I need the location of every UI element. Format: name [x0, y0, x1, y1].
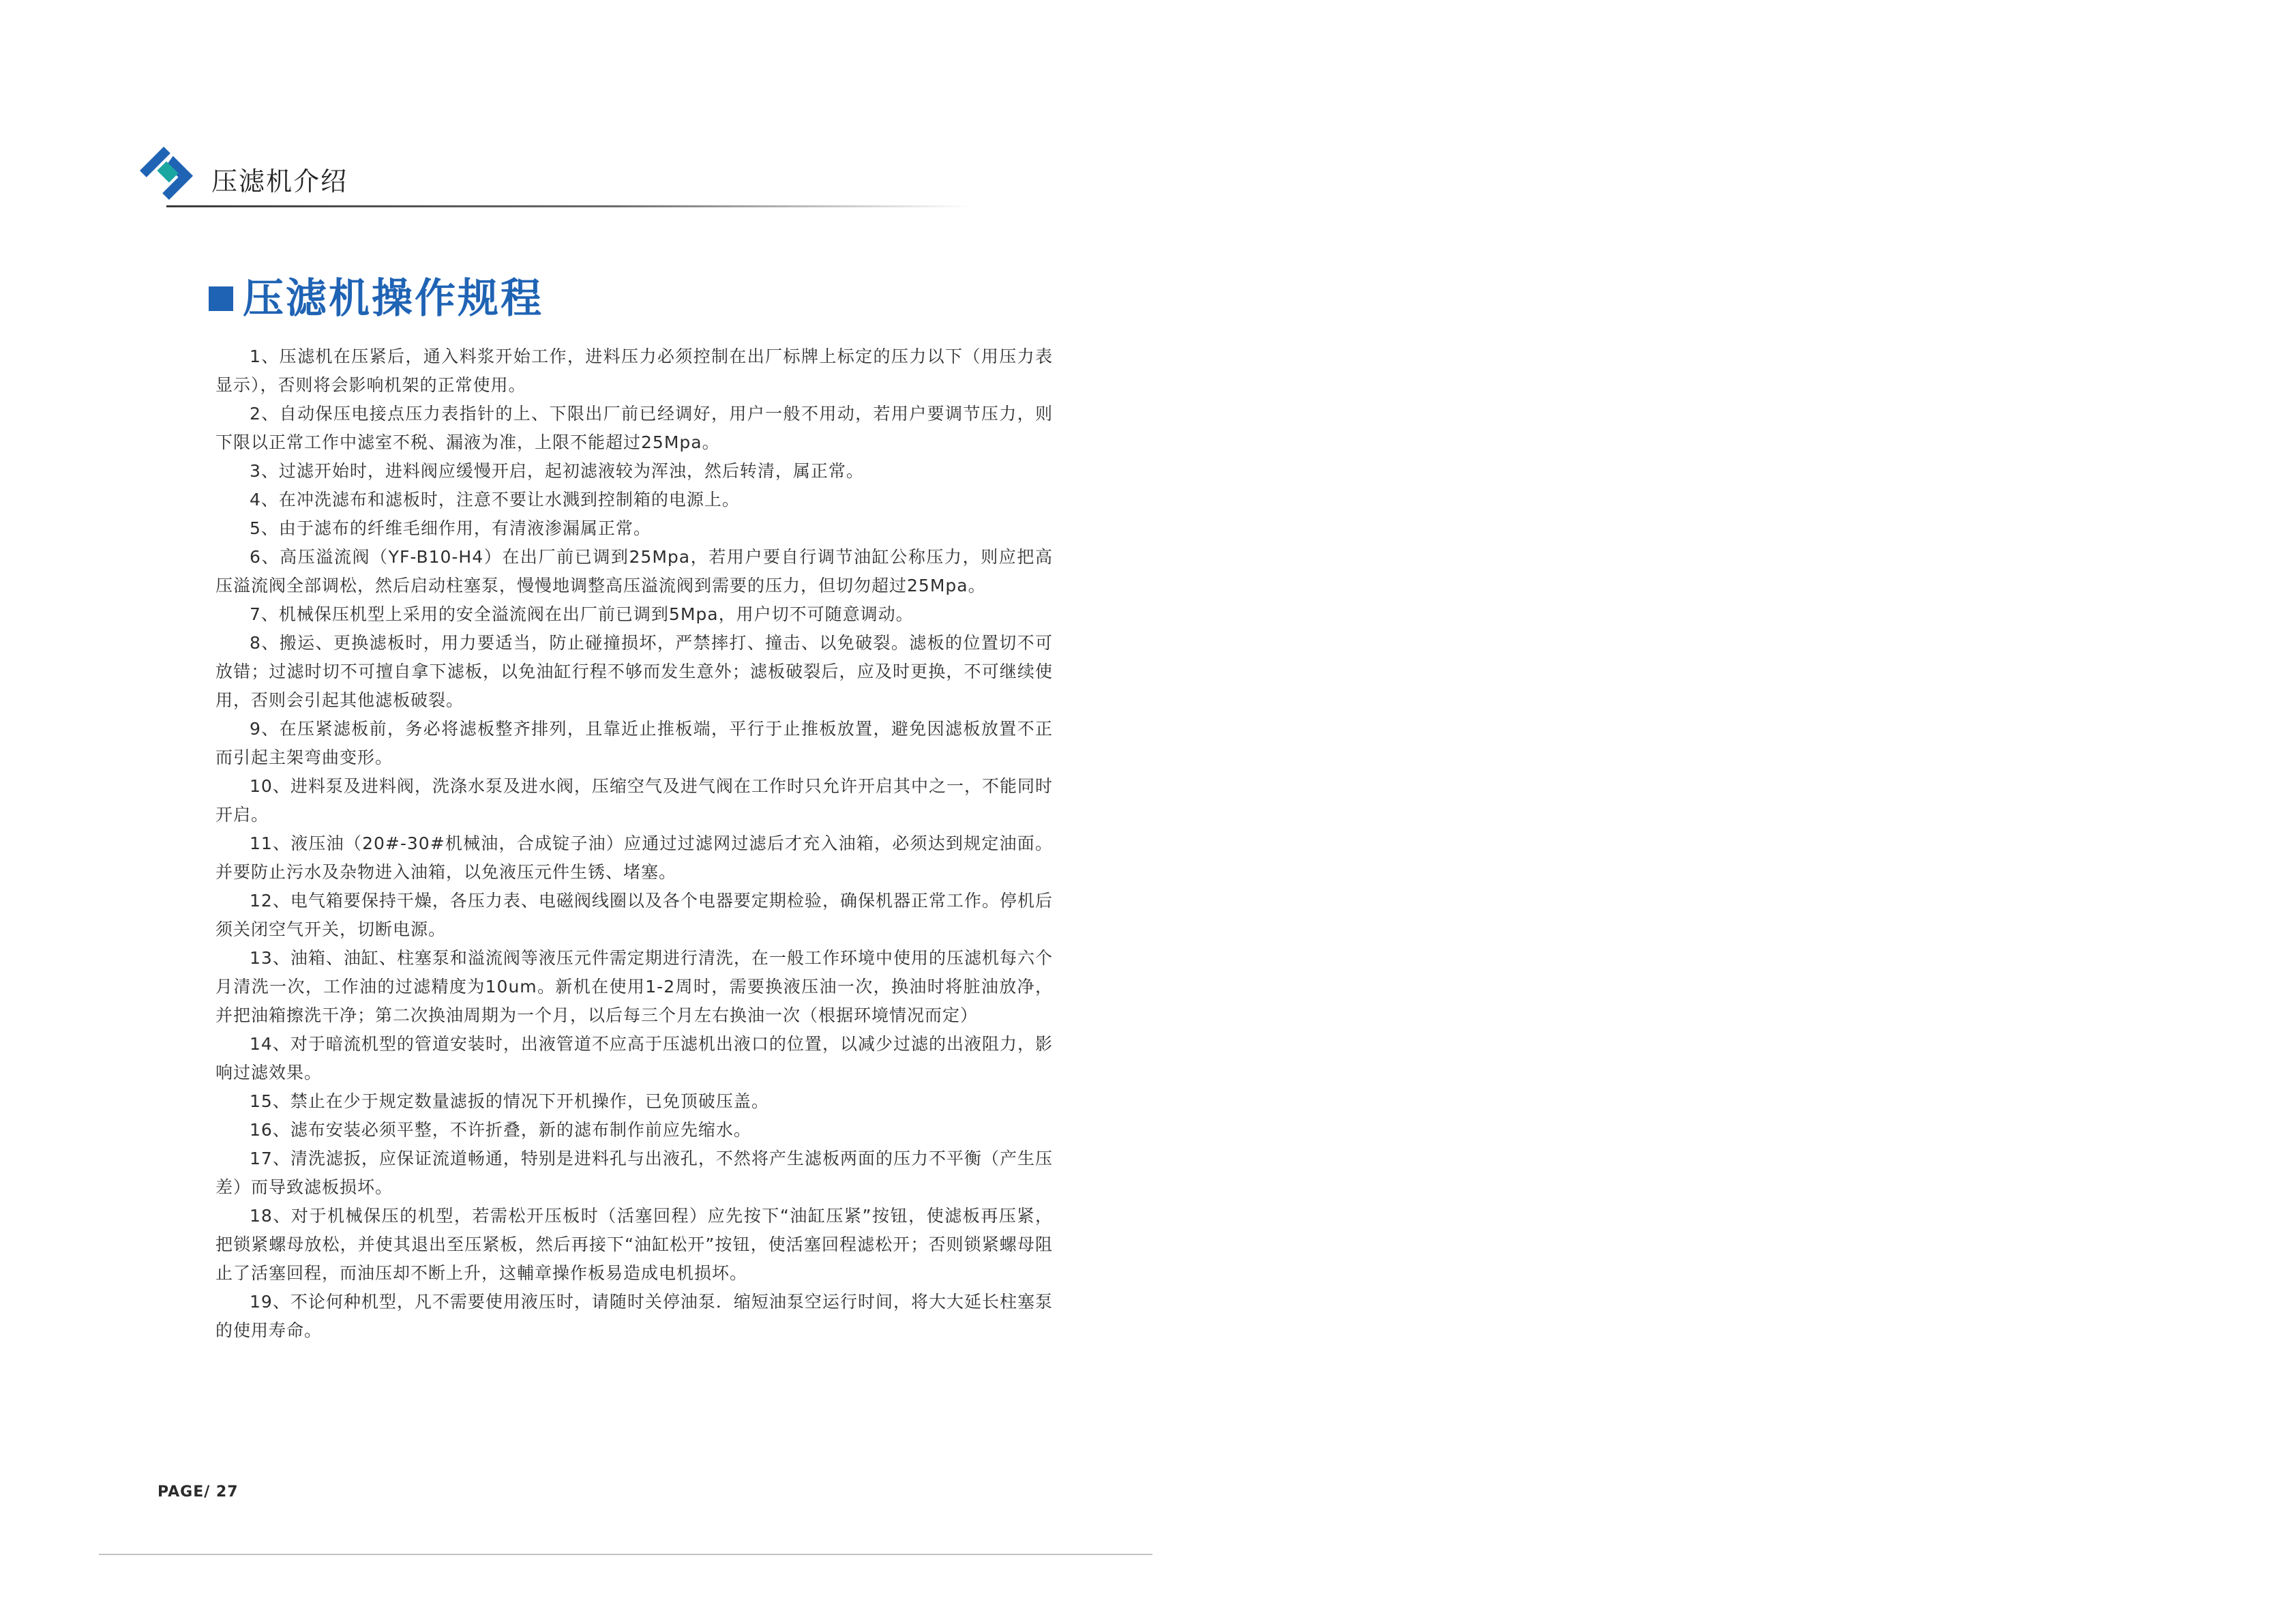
page-title: 压滤机操作规程 — [243, 275, 543, 323]
procedure-item: 8、搬运、更换滤板时，用力要适当，防止碰撞损坏，严禁摔打、撞击、以免破裂。滤板的位置切不可放错；过滤时切不可擅自拿下滤板，以免油缸行程不够而发生意外；滤板破裂后，应及时更换，不可继续使用，否则会引起其他滤板破裂。 — [215, 633, 1053, 710]
procedure-item: 7、机械保压机型上采用的安全溢流阀在出厂前已调到5Mpa，用户切不可随意调动。 — [250, 604, 914, 624]
procedure-item: 6、高压溢流阀（YF-B10-H4）在出厂前已调到25Mpa，若用户要自行调节油缸公称压力，则应把高压溢流阀全部调松，然后启动柱塞泵，慢慢地调整高压溢流阀到需要的压力，但切勿超过25Mpa。 — [215, 547, 1053, 595]
procedure-item: 4、在冲洗滤布和滤板时，注意不要让水溅到控制箱的电源上。 — [250, 490, 740, 510]
procedure-item: 19、不论何种机型，凡不需要使用液压时，请随时关停油泵．缩短油泵空运行时间，将大大延长柱塞泵的使用寿命。 — [215, 1292, 1053, 1340]
procedure-item: 2、自动保压电接点压力表指针的上、下限出厂前已经调好，用户一般不用动，若用户要调节压力，则下限以正常工作中滤室不税、漏液为准，上限不能超过25Mpa。 — [215, 404, 1053, 452]
title-block — [209, 273, 543, 325]
procedure-item: 18、对于机械保压的机型，若需松开压板时（活塞回程）应先按下“油缸压紧”按钮，使滤板再压紧，把锁紧螺母放松，并使其退出至压紧板，然后再接下“油缸松开”按钮，使活塞回程滤松开；否则锁紧螺母阻止了活塞回程，而油压却不断上升，这輔章操作板易造成电机损坏。 — [215, 1206, 1053, 1283]
procedure-item: 5、由于滤布的纤维毛细作用，有清液渗漏属正常。 — [250, 518, 651, 538]
title-bullet-icon — [209, 286, 233, 311]
company-logo-icon — [140, 147, 193, 200]
procedure-item: 11、液压油（20#-30#机械油，合成锭子油）应通过过滤网过滤后才充入油箱，必须达到规定油面。并要防止污水及杂物进入油箱，以免液压元件生锈、堵塞。 — [215, 833, 1053, 882]
procedure-item: 10、进料泵及进料阀，洗涤水泵及进水阀，压缩空气及进气阀在工作时只允许开启其中之一，不能同时开启。 — [215, 776, 1053, 825]
procedure-item: 9、在压紧滤板前，务必将滤板整齐排列，且靠近止推板端，平行于止推板放置，避免因滤板放置不正而引起主架弯曲变形。 — [215, 719, 1053, 767]
page-number: PAGE/ 27 — [158, 1483, 239, 1501]
header-divider — [166, 205, 971, 207]
section-label: 压滤机介绍 — [211, 166, 348, 196]
procedure-item: 12、电气箱要保持干燥，各压力表、电磁阀线圈以及各个电器要定期检验，确保机器正常工作。停机后须关闭空气开关，切断电源。 — [215, 891, 1053, 939]
procedure-item: 13、油箱、油缸、柱塞泵和溢流阀等液压元件需定期进行清洗，在一般工作环境中使用的压滤机每六个月清洗一次，工作油的过滤精度为10um。新机在使用1-2周时，需要换液压油一次，换油时将脏油放净，并把油箱擦洗干净；第二次换油周期为一个月，以后每三个月左右换油一次（根据环境情况而定） — [215, 948, 1053, 1025]
procedure-item: 1、压滤机在压紧后，通入料浆开始工作，进料压力必须控制在出厂标牌上标定的压力以下（用压力表显示），否则将会影响机架的正常使用。 — [215, 346, 1053, 395]
procedure-item: 3、过滤开始时，进料阀应缓慢开启，起初滤液较为浑浊，然后转清，属正常。 — [250, 461, 864, 481]
procedure-list — [215, 342, 1053, 1345]
procedure-item: 16、滤布安装必须平整，不许折叠，新的滤布制作前应先缩水。 — [250, 1120, 751, 1140]
procedure-item: 17、清洗滤扳，应保证流道畅通，特别是进料孔与出液孔，不然将产生滤板两面的压力不平衡（产生压差）而导致滤板损坏。 — [215, 1149, 1053, 1197]
procedure-item: 15、禁止在少于规定数量滤扳的情况下开机操作，已免顶破压盖。 — [250, 1091, 769, 1111]
footer-divider — [99, 1554, 1152, 1555]
procedure-item: 14、对于暗流机型的管道安装时，出液管道不应高于压滤机出液口的位置，以减少过滤的出液阻力，影响过滤效果。 — [215, 1034, 1053, 1082]
